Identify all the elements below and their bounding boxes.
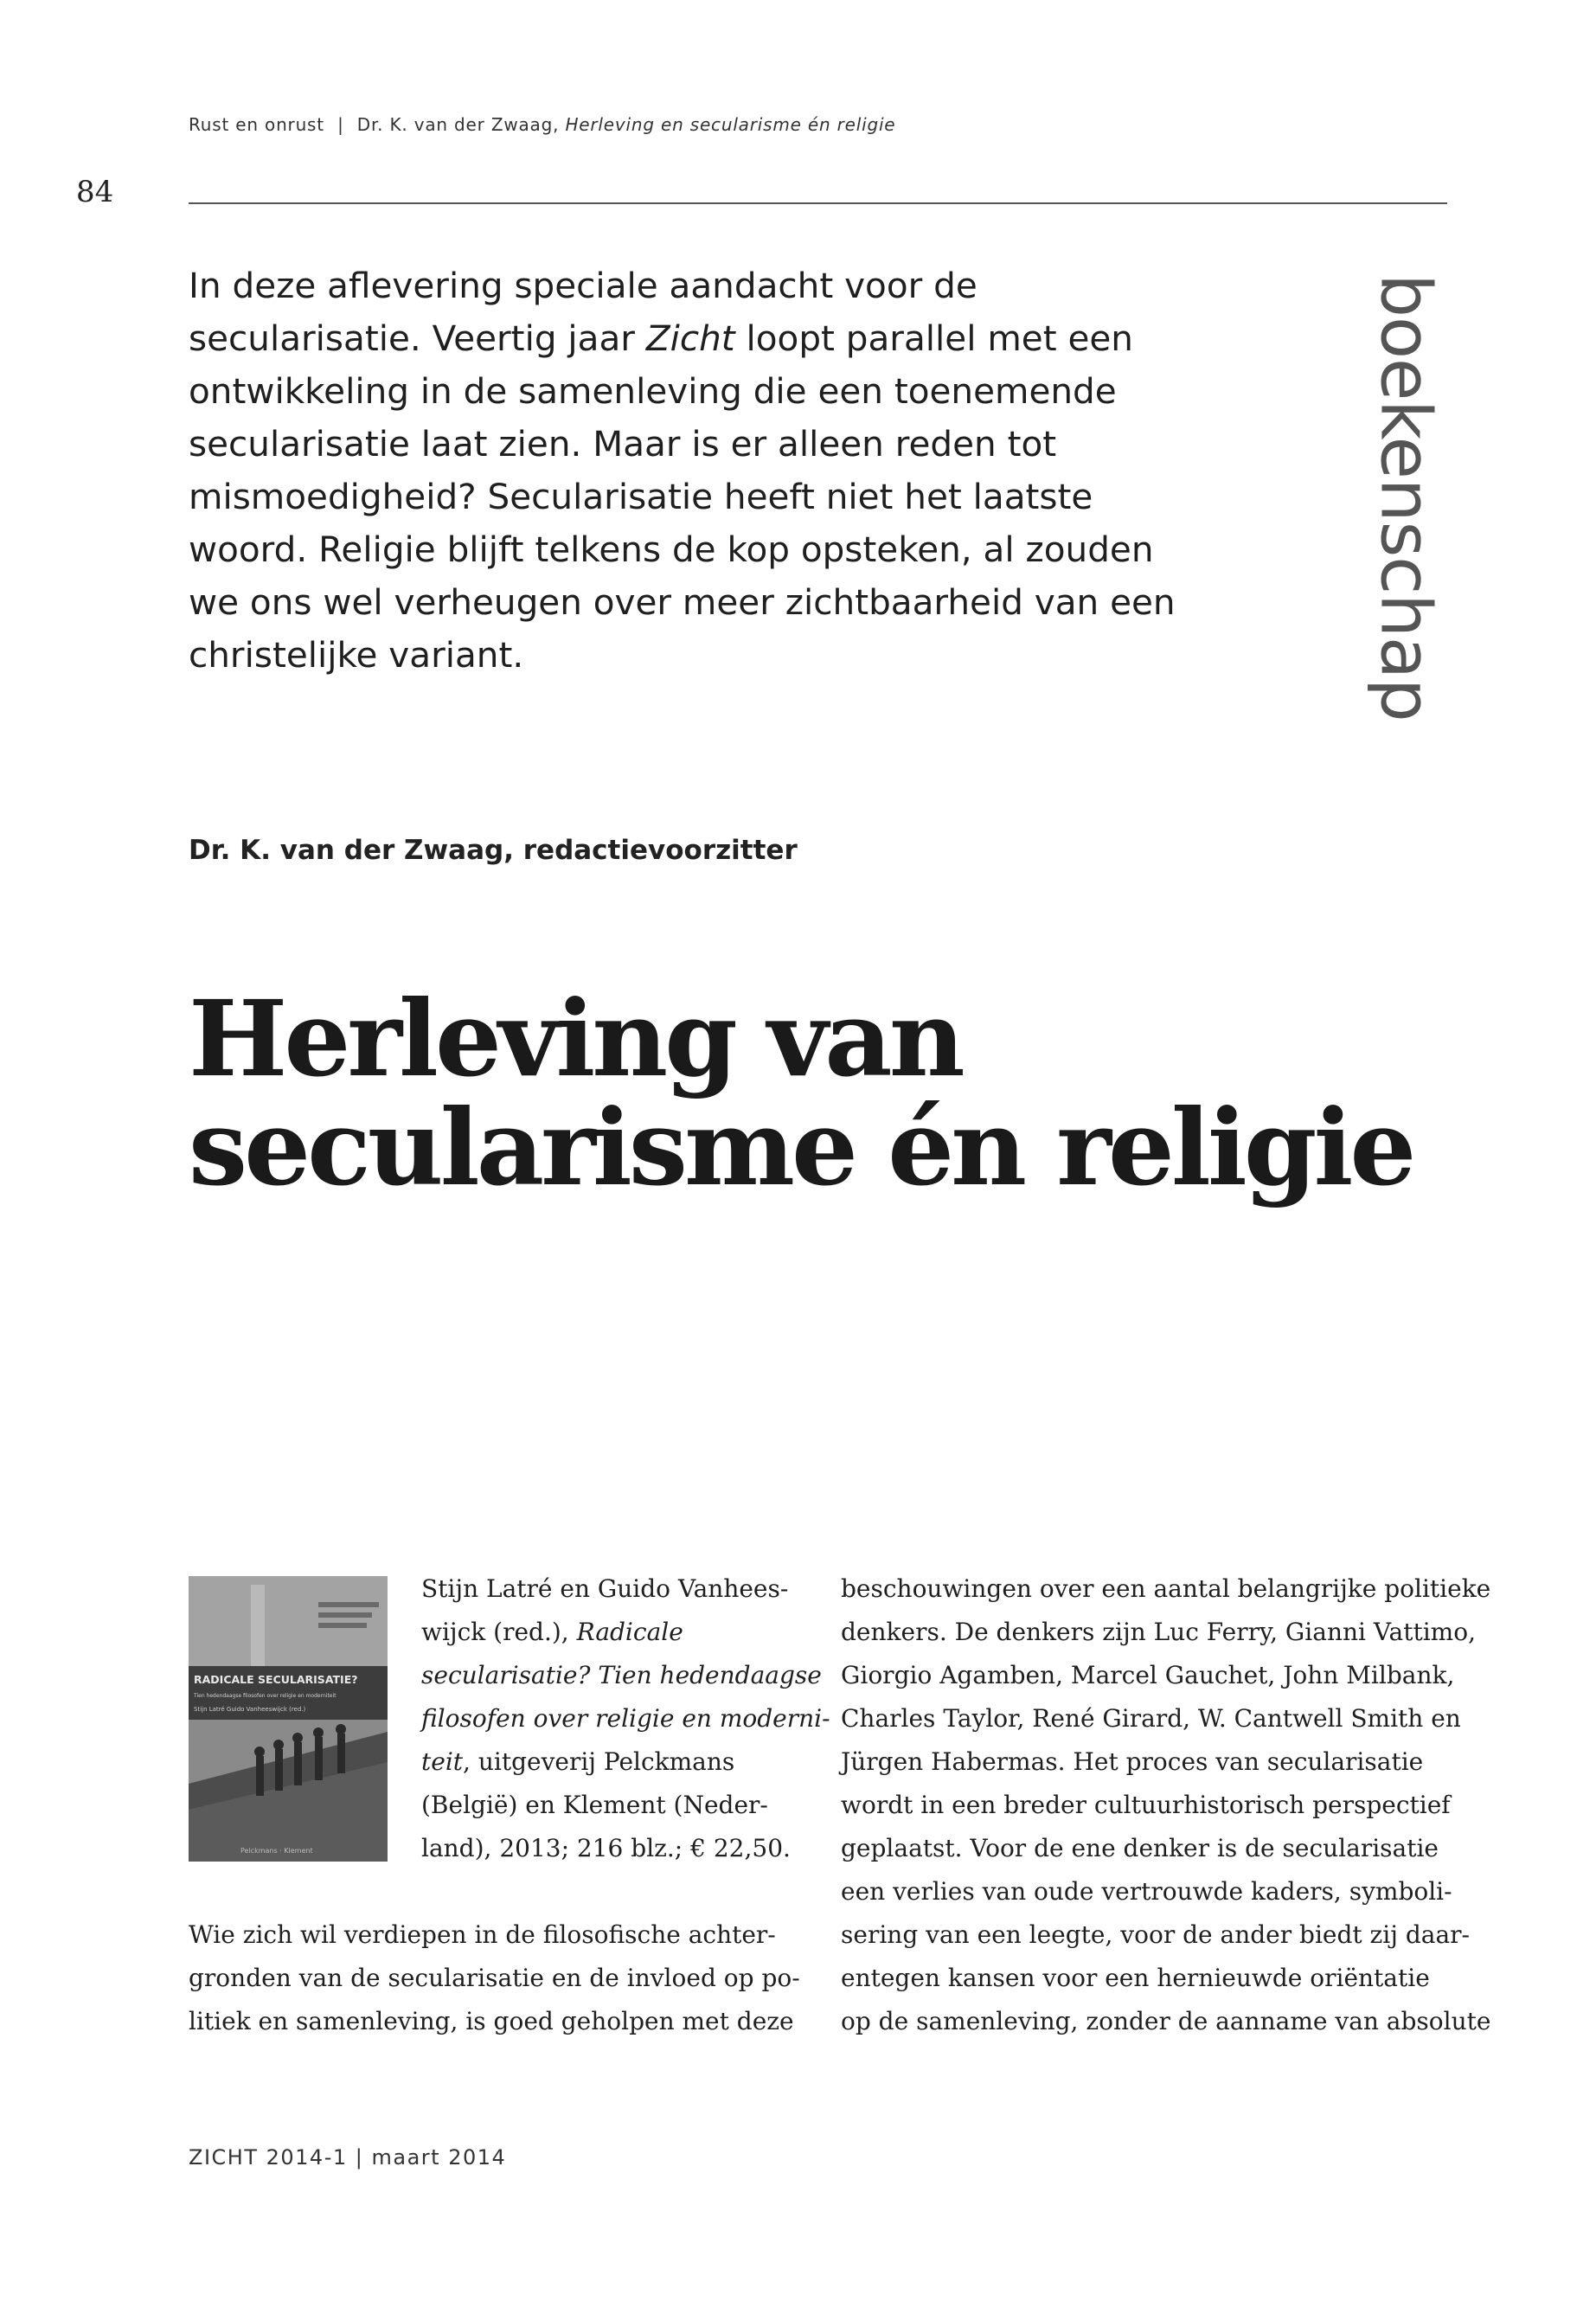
body-line: Wie zich wil verdiepen in de filosofische achter- xyxy=(189,1920,776,1949)
book-info xyxy=(421,1567,830,1870)
intro-line: In deze aflevering speciale aandacht voor de xyxy=(189,265,977,306)
intro-line: mismoedigheid? Secularisatie heeft niet het laatste xyxy=(189,476,1093,517)
body-line: entegen kansen voor een hernieuwde oriëntatie xyxy=(841,1964,1430,1992)
title-line-2: secularisme én religie xyxy=(189,1086,1413,1209)
body-line: een verlies van oude vertrouwde kaders, symboli- xyxy=(841,1877,1452,1906)
book-info-line: wijck (red.), Radicale xyxy=(421,1618,683,1646)
cover-editors: Stijn Latré Guido Vanheeswijck (red.) xyxy=(194,1706,306,1713)
body-column-left xyxy=(189,1913,800,2043)
cover-title: RADICALE SECULARISATIE? xyxy=(194,1673,358,1686)
body-line: wordt in een breder cultuurhistorisch perspectief xyxy=(841,1791,1451,1819)
body-line: op de samenleving, zonder de aanname van absolute xyxy=(841,2007,1491,2035)
running-head xyxy=(189,114,895,135)
header-article-title: Herleving en secularisme én religie xyxy=(565,114,896,135)
book-cover-image xyxy=(189,1576,388,1862)
author-line: Dr. K. van der Zwaag, redactievoorzitter xyxy=(189,835,798,866)
article-title xyxy=(189,977,1413,1209)
page-number: 84 xyxy=(76,175,114,209)
book-info-line: teit, uitgeverij Pelckmans xyxy=(421,1747,735,1776)
body-line: gronden van de secularisatie en de invloed op po- xyxy=(189,1964,800,1992)
intro-journal-name: Zicht xyxy=(645,317,735,359)
title-line-1: Herleving van xyxy=(189,977,962,1100)
intro-line: ontwikkeling in de samenleving die een toenemende xyxy=(189,370,1117,412)
book-info-line: land), 2013; 216 blz.; € 22,50. xyxy=(421,1834,791,1862)
intro-line: we ons wel verheugen over meer zichtbaarheid van een xyxy=(189,581,1176,623)
intro-line: christelijke variant. xyxy=(189,634,524,676)
footer xyxy=(189,2145,506,2170)
header-separator: | xyxy=(337,114,344,135)
rubric-text: boekenschap xyxy=(1365,273,1446,721)
body-line: Giorgio Agamben, Marcel Gauchet, John Milbank, xyxy=(841,1661,1455,1689)
body-line: sering van een leegte, voor de ander biedt zij daar- xyxy=(841,1920,1470,1949)
body-line: beschouwingen over een aantal belangrijke politieke xyxy=(841,1574,1491,1603)
body-column-right xyxy=(841,1567,1491,2043)
intro-line: secularisatie. Veertig jaar Zicht loopt parallel met een xyxy=(189,317,1133,359)
header-section: Rust en onrust xyxy=(189,114,324,135)
intro-line: woord. Religie blijft telkens de kop opsteken, al zouden xyxy=(189,529,1154,570)
intro-line: secularisatie laat zien. Maar is er alleen reden tot xyxy=(189,423,1057,465)
book-info-line: secularisatie? Tien hedendaagse xyxy=(421,1661,822,1689)
cover-subtitle: Tien hedendaagse filosofen over religie en moderniteit xyxy=(194,1693,337,1699)
cover-publisher: Pelckmans · Klement xyxy=(240,1847,313,1855)
body-line: denkers. De denkers zijn Luc Ferry, Gianni Vattimo, xyxy=(841,1618,1476,1646)
footer-journal: ZICHT 2014-1 xyxy=(189,2145,348,2170)
rubric-label xyxy=(1354,273,1458,721)
header-author: Dr. K. van der Zwaag, xyxy=(356,114,560,135)
book-info-line: (België) en Klement (Neder- xyxy=(421,1791,768,1819)
intro-paragraph xyxy=(189,260,1176,682)
body-line: geplaatst. Voor de ene denker is de secularisatie xyxy=(841,1834,1439,1862)
header-rule xyxy=(189,202,1447,204)
footer-date: maart 2014 xyxy=(371,2145,507,2170)
body-line: litiek en samenleving, is goed geholpen met deze xyxy=(189,2007,794,2035)
footer-separator: | xyxy=(355,2145,364,2170)
book-info-line: filosofen over religie en moderni- xyxy=(421,1704,830,1733)
book-info-line: Stijn Latré en Guido Vanhees- xyxy=(421,1574,789,1603)
body-line: Charles Taylor, René Girard, W. Cantwell Smith en xyxy=(841,1704,1461,1733)
body-line: Jürgen Habermas. Het proces van secularisatie xyxy=(841,1747,1424,1776)
